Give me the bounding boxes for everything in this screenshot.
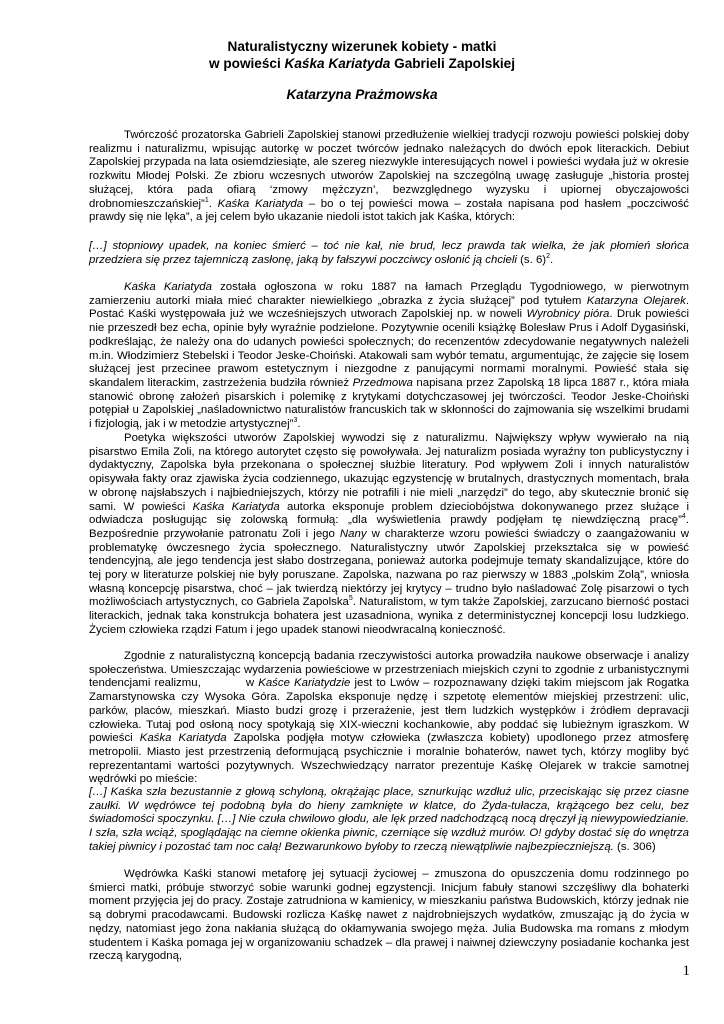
quote-1: […] stopniowy upadek, na koniec śmierć – toć nie kał, nie brud, lecz prawda tak wielka, że jak płomień słońca przedziera się przez tajemniczą zasłonę, jaką by fałszywi poczciwcy osłonić ją chcieli (s. 6)$^2$. [89, 240, 689, 266]
paragraph-5: Wędrówka Kaśki stanowi metaforę jej sytuacji życiowej – zmuszona do opuszczenia domu rodzinnego po śmierci matki, próbuje stworzyć sobie warunki godnej egzystencji. Inicjum fabuły stanowi szczęśliwy dla bohaterki moment przyjęcia jej do pracy. Zostaje zatrudniona w kamienicy, w mieszkaniu państwa Budowskich, którzy jednak nie są dobrymi pracodawcami. Budowski rozlicza Kaśkę nawet z najdrobniejszych wydatków, zmuszając ją do życia w nędzy, natomiast jego żona nakłania służącą do okłamywania swojego męża. Julia Budowska ma romans z młodym studentem i Kaśka pomaga jej w organizowaniu schadzek – dla prawej i naiwnej dziewczyny posiadanie kochanka jest rzeczą karygodną, [89, 868, 689, 963]
author-name: Katarzyna Prażmowska [286, 87, 438, 102]
paragraph-3: Poetyka większości utworów Zapolskiej wywodzi się z naturalizmu. Największy wpływ wywierało na nią pisarstwo Emila Zoli, na którego autorytet często się powoływała. Jej naturalizm posiada wyraźny ton publicystyczny i dydaktyczny, Zapolska była przekonana o społecznej służbie literatury. Pod wpływem Zoli i innych naturalistów opisywała fakty oraz zjawiska życia codziennego, ukazując egzystencję w brutalnych, drastycznych momentach, brała w obronę najsłabszych i najbiedniejszych, którzy nie potrafili i nie mieli „narzędzi” do tego, aby skutecznie bronić się sami. W powieści Kaśka Kariatyda autorka eksponuje problem dzieciobójstwa dokonywanego przez służące i odwiadcza posługując się zolowską formułą: „dla wyświetlenia prawdy podjęłam tę niewdzięczną pracę”$^4$. Bezpośrednie przywołanie patronatu Zoli i jego Nany w charakterze wzoru powieści świadczy o zaangażowaniu w problematykę ówczesnego życia społecznego. Naturalistyczny utwór Zapolskiej przekształca się w powieść tendencyjną, ale jego tendencja jest słabo dostrzegana, ponieważ autorka podejmuje tematy skandalizujące, które do tej pory w literaturze polskiej nie były poruszane. Zapolska, nazwana po raz pierwszy w 1883 „polskim Zolą”, wniosła własną koncepcję pisarstwa, choć – jak twierdzą niektórzy jej krytycy – trudno było naśladować Zolę pisarzowi o tych możliwościach artystycznych, co Gabriela Zapolska$^5$. Naturalistom, w tym także Zapolskiej, zarzucano bierność postaci literackich, jednak taka konstrukcja bohatera jest uzasadniona, wynika z deterministycznej koncepcji losu ludzkiego. Życiem człowieka rządzi Fatum i jego upadek stanowi nieodwracalną konieczność. [89, 432, 689, 636]
page-number: 1 [682, 963, 690, 979]
footnote-ref-5: 5 [348, 595, 353, 603]
paragraph-1: Twórczość prozatorska Gabrieli Zapolskiej stanowi przedłużenie wielkiej tradycji rozwoju powieści polskiej doby realizmu i naturalizmu, wpisując autorkę w poczet twórców jednako należących do dwóch epok literackich. Debiut Zapolskiej przypada na lata osiemdziesiąte, ale szereg niezwykle interesujących nowel i powieści wydała już w okresie rozkwitu Młodej Polski. Ze zbioru wczesnych utworów Zapolskiej na szczególną uwagę zasługuje „historia prostej służącej, która pada ofiarą ‘zmowy mężczyzn’, bezwzględnego wyzysku i upiornej obyczajowości drobnomieszczańskiej”$^1$. Kaśka Kariatyda – bo o tej powieści mowa – została napisana pod hasłem „poczciwość prawdy się nie lęka”, a jej celem było ukazanie niedoli istot takich jak Kaśka, których: [89, 129, 689, 224]
footnote-ref-2: 2 [546, 252, 550, 260]
footnote-ref-1: 1 [204, 196, 209, 204]
footnote-ref-4: 4 [681, 513, 686, 521]
quote-2: […] Kaśka szła bezustannie z głową schyloną, okrążając place, sznurkując wzdłuż ulic, przeciskając się przez ciasne zaułki. W wędrówce tej podobną była do hieny zamknięte w klatce, do Żyda-tułacza, krążącego bez celu, bez świadomości spoczynku. […] Nie czuła chwilowo głodu, ale lęk przed nadchodzącą nocą dręczył ją niewypowiedzianie. I szła, szła wciąż, spoglądając na ciemne okienka piwnic, czerniące się wzdłuż murów. O! gdyby dostać się do wnętrza takiej piwnicy i pozostać tam noc całą! Bezwarunkowo byłoby to rzeczą niewątpliwie najbezpieczniejszą. (s. 306) [89, 786, 689, 853]
footnote-ref-3: 3 [293, 417, 298, 425]
title-line-2: w powieści Kaśka Kariatyda Gabrieli Zapolskiej [209, 56, 515, 71]
paragraph-4: Zgodnie z naturalistyczną koncepcją badania rzeczywistości autorka prowadziła naukowe obserwacje i analizy społeczeństwa. Umieszczając wydarzenia powieściowe w przestrzeniach miejskich czyni to zgodnie z urbanistycznymi tendencjami realizmu, w Kaśce Kariatydzie jest to Lwów – rozpoznawany dzięki takim miejscom jak Rogatka Zamarstynowska czy Wysoka Góra. Zapolska eksponuje nędzę i szpetotę elementów miejskiej przestrzeni: ulic, parków, placów, mieszkań. Miasto budzi grozę i przerażenie, jest tłem ludzkich występków i źródłem depravacji człowieka. Tutaj pod osłoną nocy spotykają się XIX-wieczni kochankowie, aby poddać się lubieżnym igraszkom. W powieści Kaśka Kariatyda Zapolska podjęła motyw człowieka (zwłaszcza kobiety) upodlonego przez atmosferę metropolii. Miasto jest przestrzenią deformującą psychicznie i moralnie bohaterów, nawet tych, którzy mogliby być reprezentantami wartości pozytywnych. Wszechwiedzący narrator prezentuje Kaśkę Olejarek w trakcie samotnej wędrówki po mieście: [89, 650, 693, 786]
title-line-1: Naturalistyczny wizerunek kobiety - matki [227, 39, 497, 54]
paragraph-2: Kaśka Kariatyda została ogłoszona w roku 1887 na łamach Przeglądu Tygodniowego, w pierwotnym zamierzeniu autorki miała mieć charakter niewielkiego „obrazka z życia służącej” pod tytułem Katarzyna Olejarek. Postać Kaśki występowała już we wcześniejszych utworach Zapolskiej np. w noweli Wyrobnicy pióra. Druk powieści nie przeszedł bez echa, opinie były wyraźnie podzielone. Pozytywnie ocenili książkę Bolesław Prus i Adolf Dygasiński, podkreślając, że należy ona do udanych powieści społecznych; do recenzentów zdecydowanie negatywnych należeli m.in. Włodzimierz Stebelski i Teodor Jeske-Choiński. Atakowali sam wybór tematu, argumentując, że zajęcie się losem służącej jest przecinee prawom estetycznym i niezgodne z panującymi normami moralnymi. Powieść stała się skandalem literackim, zastrzeżenia budziła również Przedmowa napisana przez Zapolską 18 lipca 1887 r., która miała stanowić obronę założeń pisarskich i polemikę z krytykami dotychczasowej jej twórczości. Teodor Jeske-Choiński potępiał u Zapolskiej „naśladownictwo naturalistów francuskich tak w skłonności do zajmowania się wszelkimi brudami i fizjologią, jak i w metodzie artystycznej”$^3$. [89, 281, 689, 431]
